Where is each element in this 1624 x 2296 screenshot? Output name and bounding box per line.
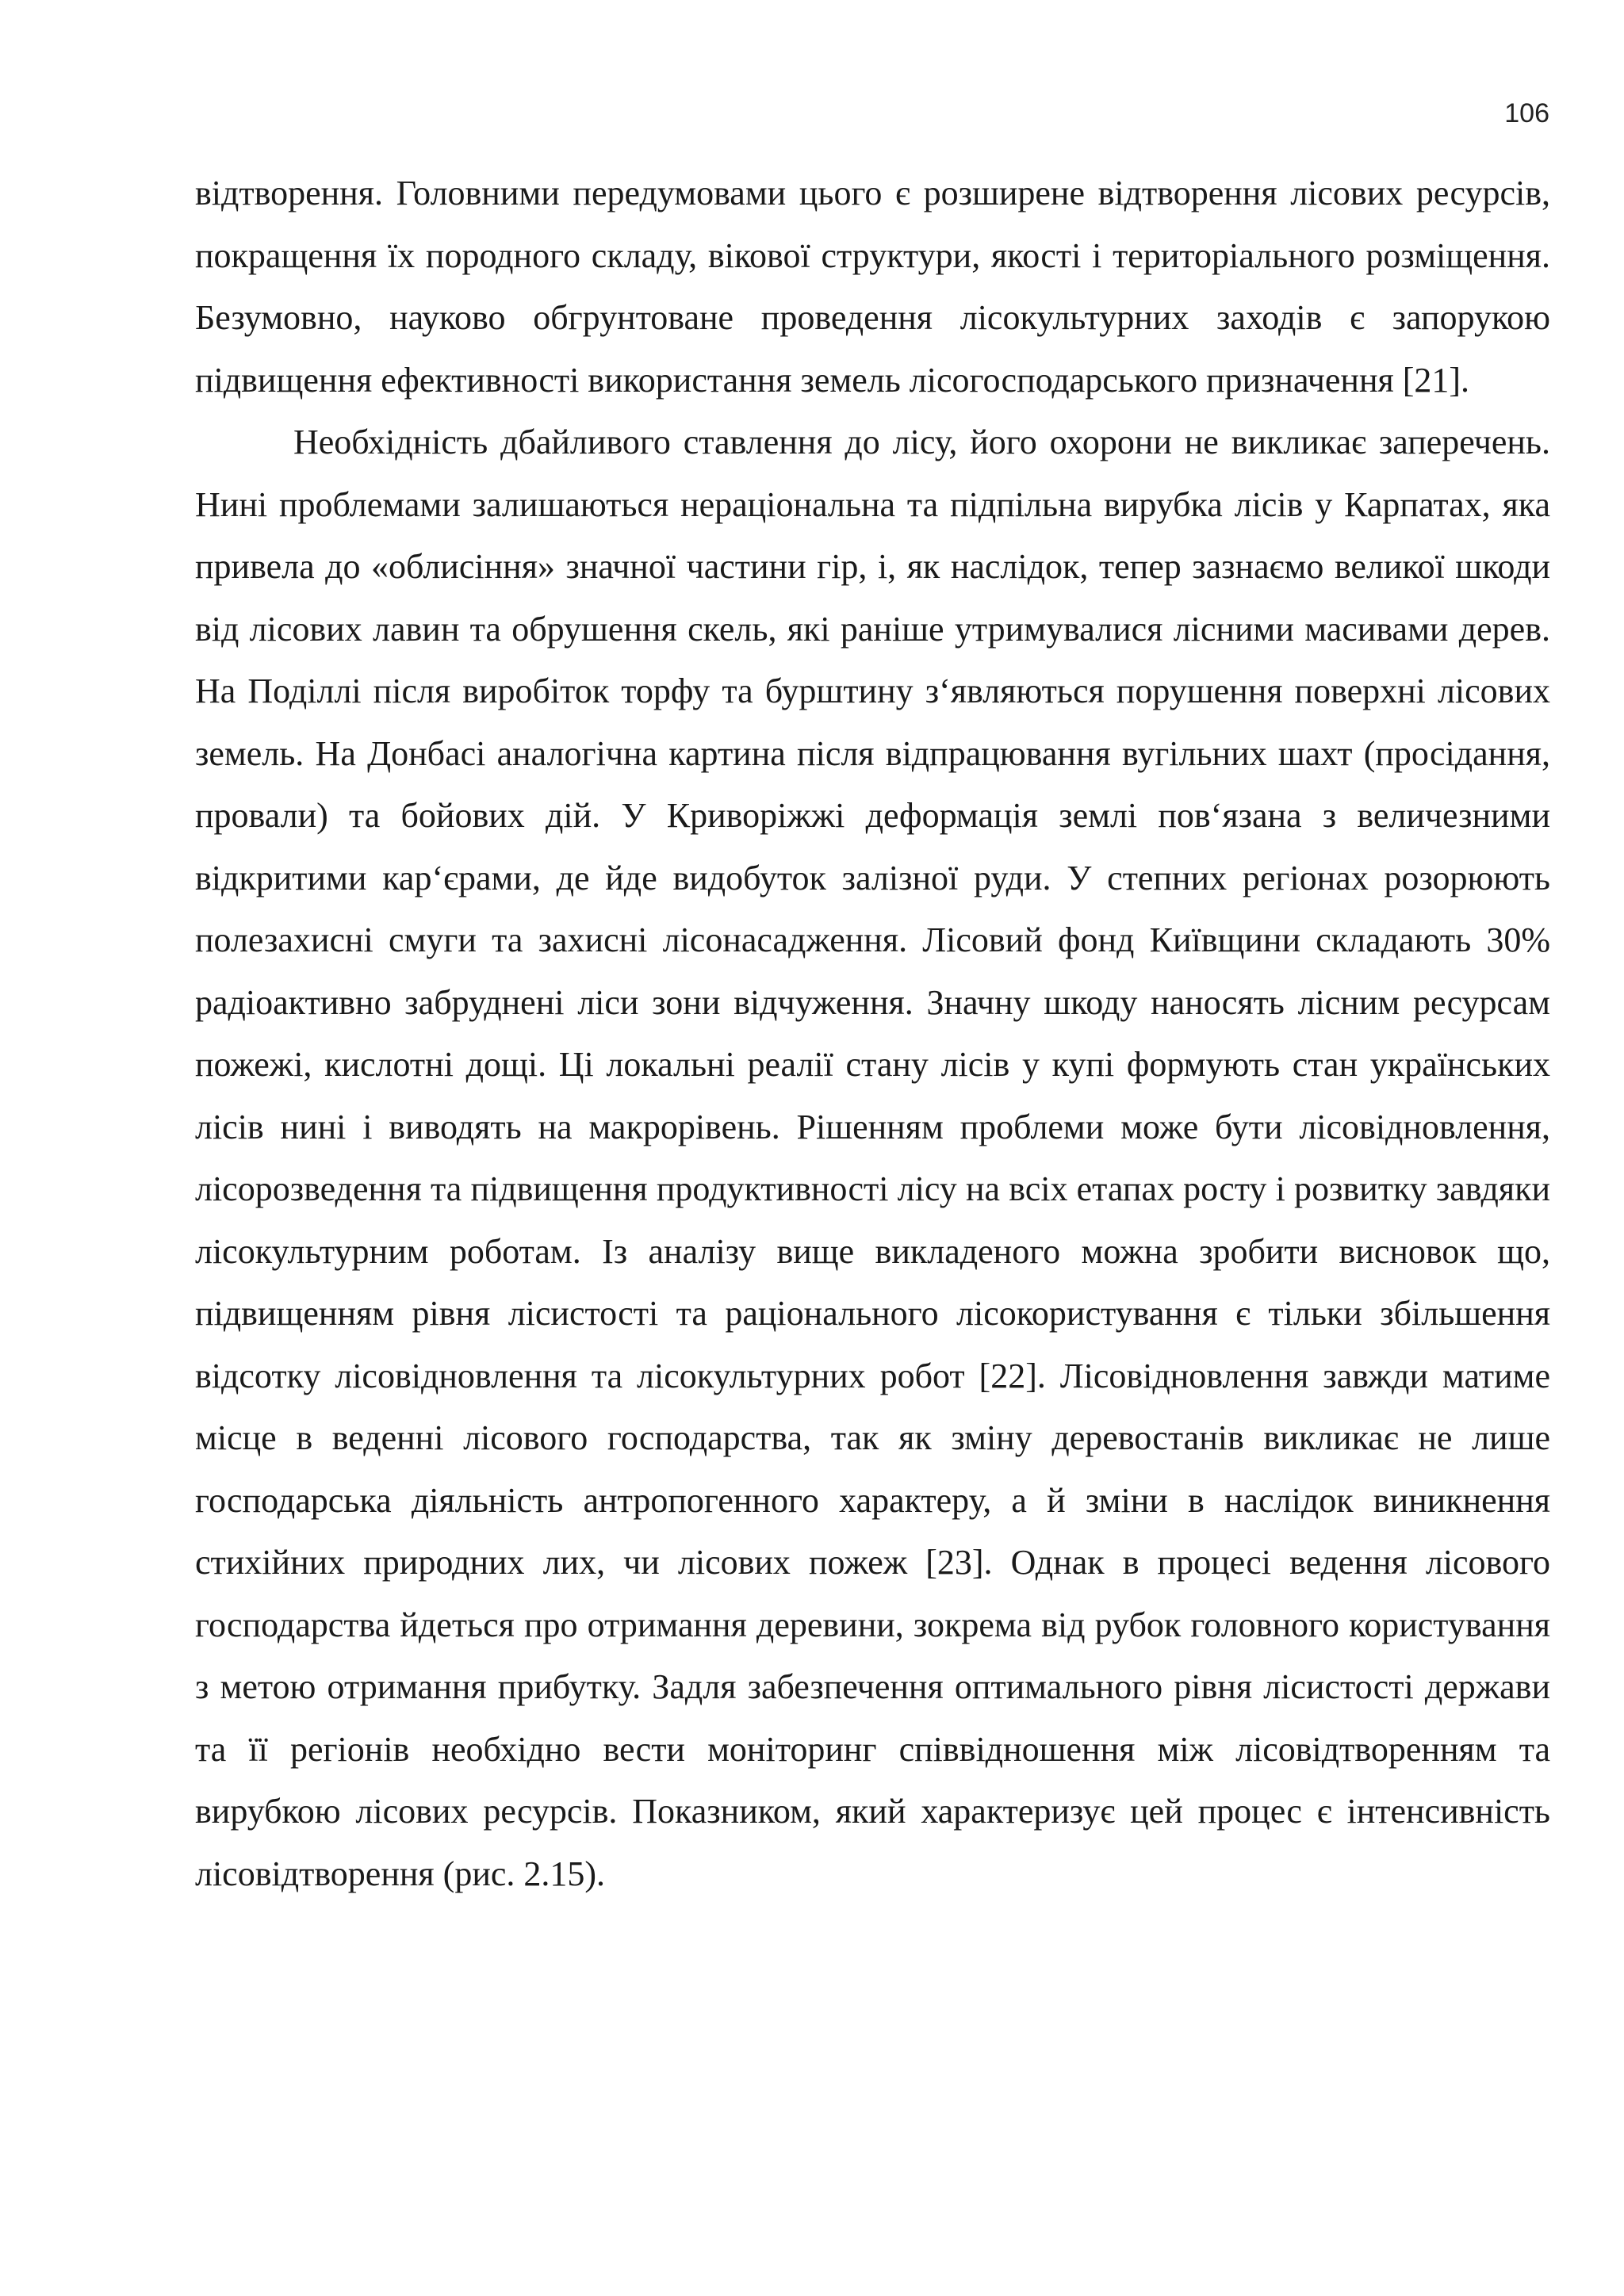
page-number: 106 — [1504, 98, 1549, 128]
paragraph-continuation: відтворення. Головними передумовами цього є розширене відтворення лісових ресурсів, покращення їх породного складу, вікової структури, якості і територіального розміщення. Безумовно, науково обгрунтоване проведення лісокультурних заходів є запорукою підвищення ефективності використання земель лісогосподарського призначення [21]. — [195, 174, 1550, 400]
paragraph-forest-protection: Необхідність дбайливого ставлення до лісу, його охорони не викликає заперечень. Нині проблемами залишаються нераціональна та підпільна вирубка лісів у Карпатах, яка привела до «облисіння» значної частини гір, і, як наслідок, тепер зазнаємо великої шкоди від лісових лавин та обрушення скель, які раніше утримувалися лісними масивами дерев. На Поділлі після виробіток торфу та бурштину з‘являються порушення поверхні лісових земель. На Донбасі аналогічна картина після відпрацювання вугільних шахт (просідання, провали) та бойових дій. У Криворіжжі деформація землі пов‘язана з величезними відкритими кар‘єрами, де йде видобуток залізної руди. У степних регіонах розорюють полезахисні смуги та захисні лісонасадження. Лісовий фонд Київщини складають 30% радіоактивно забруднені ліси зони відчуження. Значну шкоду наносять лісним ресурсам пожежі, кислотні дощі. Ці локальні реалії стану лісів у купі формують стан українських лісів нині і виводять на макрорівень. Рішенням проблеми може бути лісовідновлення, лісорозведення та підвищення продуктивності лісу на всіх етапах росту і розвитку завдяки лісокультурним роботам. Із аналізу вище викладеного можна зробити висновок що, підвищенням рівня лісистості та раціонального лісокористування є тільки збільшення відсотку лісовідновлення та лісокультурних робот [22]. Лісовідновлення завжди матиме місце в веденні лісового господарства, так як зміну деревостанів викликає не лише господарська діяльність антропогенного характеру, а й зміни в наслідок виникнення стихійних природних лих, чи лісових пожеж [23]. Однак в процесі ведення лісового господарства йдеться про отримання деревини, зокрема від рубок головного користування з метою отримання прибутку. Задля забезпечення оптимального рівня лісистості держави та її регіонів необхідно вести моніторинг співвідношення між лісовідтворенням та вирубкою лісових ресурсів. Показником, який характеризує цей процес є інтенсивність лісовідтворення (рис. 2.15). — [195, 423, 1550, 1893]
body-text — [195, 163, 1550, 1905]
